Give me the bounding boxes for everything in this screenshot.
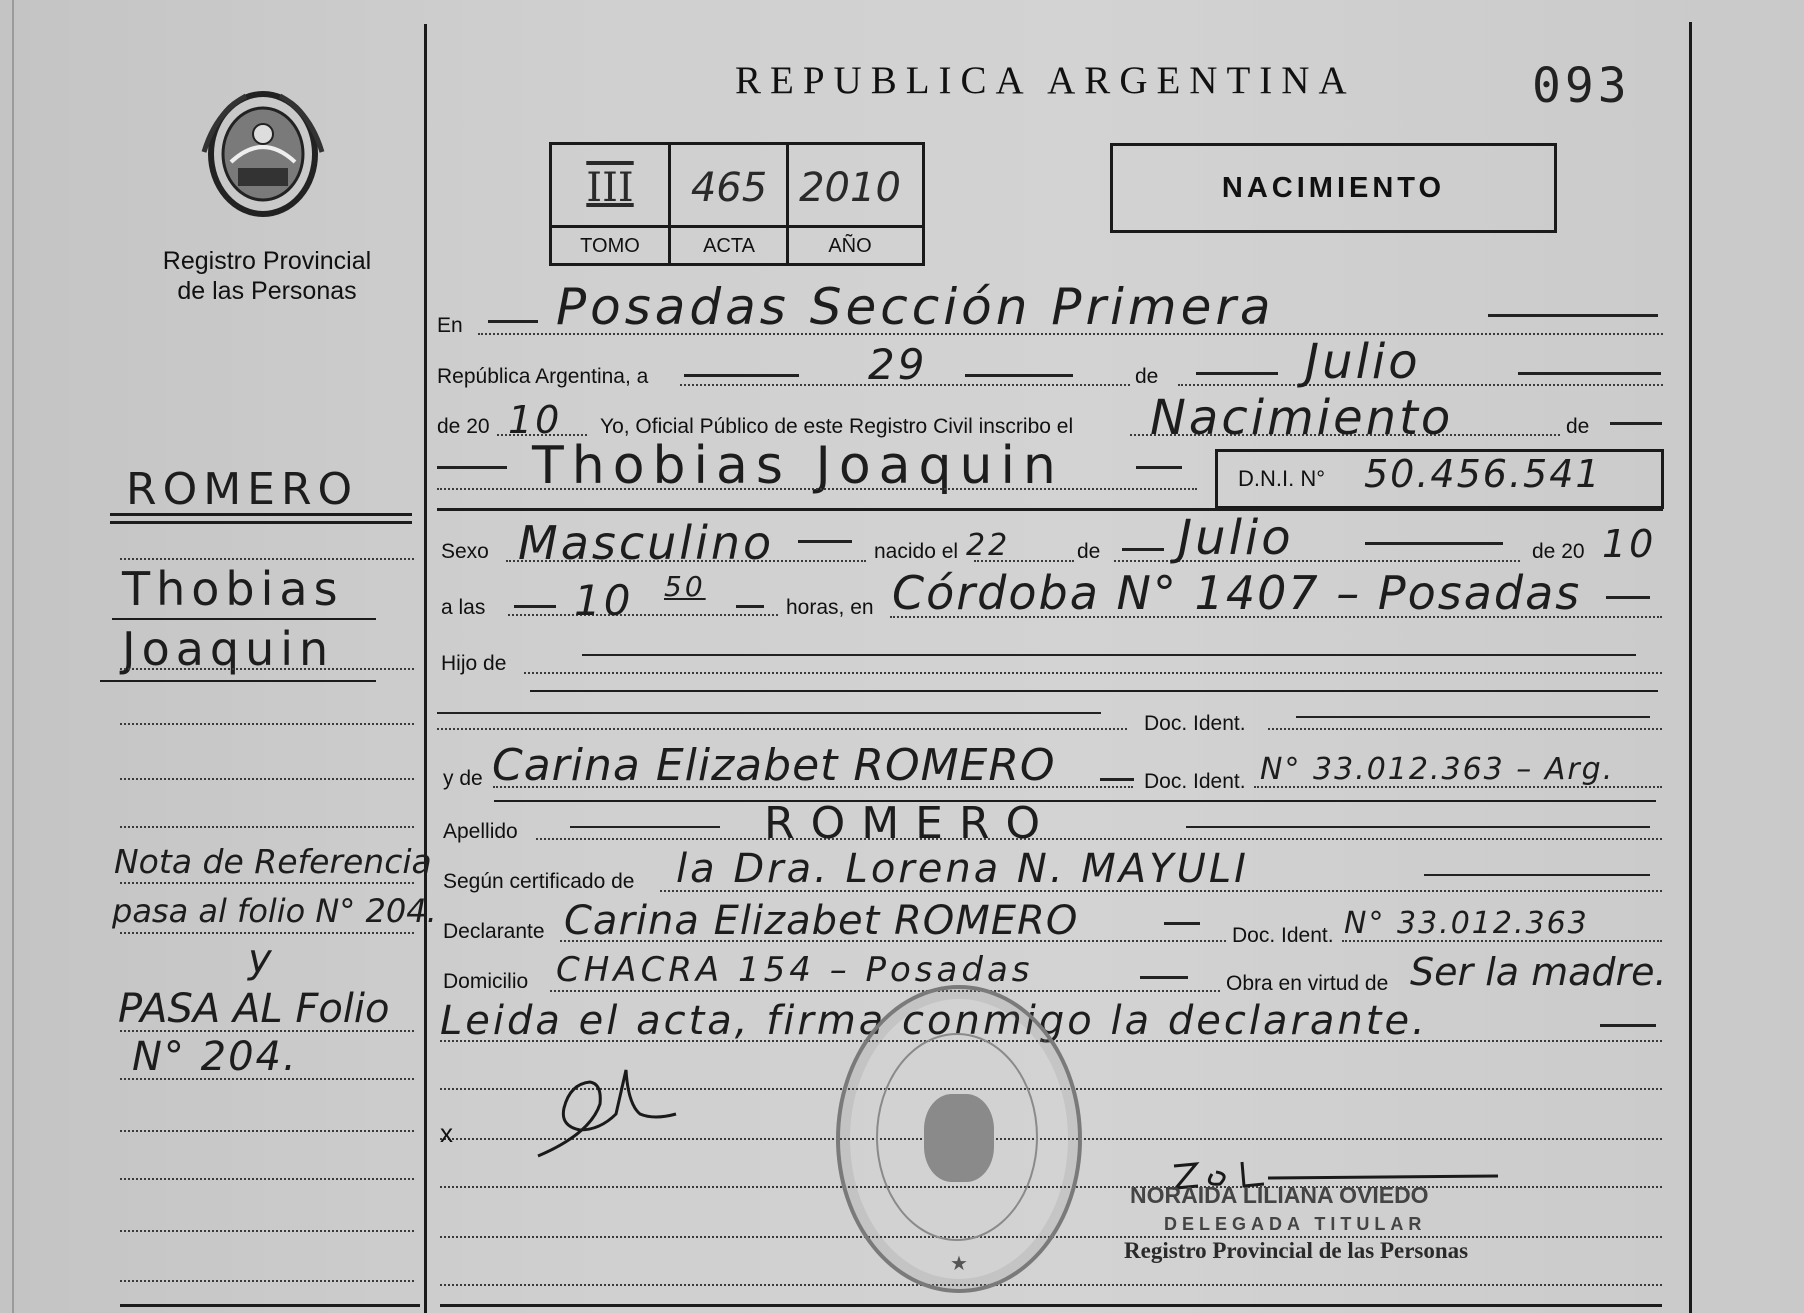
hour-value: 10 xyxy=(574,576,634,625)
father-doc-strike xyxy=(1296,716,1650,718)
margin-bottom-rule xyxy=(120,1304,420,1307)
person-dash xyxy=(437,466,507,469)
margin-divider xyxy=(424,24,427,1313)
year-value: 10 xyxy=(508,398,563,442)
registry-box xyxy=(549,142,925,266)
anio-value: 2010 xyxy=(799,165,901,211)
margin-name-1: Thobias xyxy=(122,562,344,616)
form-bottom-rule xyxy=(440,1304,1662,1307)
folio-number: 093 xyxy=(1532,58,1631,114)
person-rule xyxy=(437,488,1197,490)
en-dash-end xyxy=(1488,314,1658,317)
doc-ident3-label: Doc. Ident. xyxy=(1232,924,1334,947)
domicilio-label: Domicilio xyxy=(443,970,529,993)
domicilio-dash-end xyxy=(1140,976,1188,979)
official-organization: Registro Provincial de las Personas xyxy=(1124,1238,1469,1263)
domicilio-rule xyxy=(550,990,1220,992)
tomo-label: TOMO xyxy=(580,235,640,257)
minute-value: 50 xyxy=(664,570,706,603)
margin-note-line-1: Nota de Referencia xyxy=(114,842,432,881)
margin-name-underline-2 xyxy=(100,680,376,682)
declarante-doc-value: N° 33.012.363 xyxy=(1344,906,1589,941)
apellido-label: Apellido xyxy=(443,820,518,843)
margin-note-line-5: N° 204. xyxy=(132,1034,298,1080)
margin-note-line-4: PASA AL Folio xyxy=(118,986,390,1032)
father-rule xyxy=(437,728,1127,730)
tomo-value: III xyxy=(586,165,634,211)
en-dash xyxy=(488,320,538,323)
de2-dash xyxy=(1610,422,1662,425)
margin-rule xyxy=(120,1078,414,1080)
month-dash xyxy=(1196,372,1278,375)
right-border xyxy=(1689,22,1692,1313)
day-dash-end xyxy=(965,374,1073,377)
margin-rule xyxy=(120,1230,414,1232)
de2-label: de xyxy=(1566,415,1590,438)
person-value: Thobias Joaquin xyxy=(532,436,1064,496)
birth-day-value: 22 xyxy=(966,528,1011,563)
act-type-label: NACIMIENTO xyxy=(1221,172,1446,204)
apellido-value: ROMERO xyxy=(764,798,1057,849)
mother-underline xyxy=(494,800,1656,802)
en-value: Posadas Sección Primera xyxy=(556,278,1275,336)
birth-month-dash-end xyxy=(1365,542,1503,545)
form-rule xyxy=(440,1284,1662,1286)
dni-value: 50.456.541 xyxy=(1364,452,1602,496)
hijo-rule xyxy=(524,672,1662,674)
margin-note-line-2: pasa al folio N° 204. xyxy=(112,892,437,930)
margin-rule xyxy=(120,778,414,780)
dni-label: D.N.I. N° xyxy=(1238,466,1326,491)
act-type-box xyxy=(1110,143,1557,233)
leida-value: Leida el acta, firma conmigo la declarante. xyxy=(440,998,1428,1044)
birth-month-rule xyxy=(1114,560,1520,562)
sexo-label: Sexo xyxy=(441,540,489,563)
yo-label: Yo, Oficial Público de este Registro Civil inscribo el xyxy=(600,415,1074,438)
alas-label: a las xyxy=(441,596,486,619)
obra-label: Obra en virtud de xyxy=(1226,972,1389,995)
declarante-value: Carina Elizabet ROMERO xyxy=(564,898,1079,944)
doc-ident-label: Doc. Ident. xyxy=(1144,712,1246,735)
day-dash xyxy=(684,374,799,377)
country-title: REPUBLICA ARGENTINA xyxy=(735,59,1356,102)
margin-rule xyxy=(120,1130,414,1132)
margin-name-2: Joaquin xyxy=(122,622,335,676)
acta-label: ACTA xyxy=(703,235,755,257)
de20-label: de 20 xyxy=(437,415,490,438)
month-dash-end xyxy=(1518,372,1661,375)
sexo-value: Masculino xyxy=(518,516,775,570)
margin-rule xyxy=(120,1030,414,1032)
signature-x-mark: x xyxy=(440,1118,453,1148)
official-title: DELEGADA TITULAR xyxy=(1164,1214,1427,1234)
stamp-star-icon: ★ xyxy=(950,1253,968,1275)
hijo-strike xyxy=(582,654,1636,656)
margin-rule xyxy=(120,1280,414,1282)
provincial-seal-icon xyxy=(196,82,330,222)
anio-label: AÑO xyxy=(828,235,872,257)
place-dash-end xyxy=(1606,596,1650,599)
stamp-emblem-icon xyxy=(924,1094,994,1182)
segun-label: Según certificado de xyxy=(443,870,635,893)
organization-line-1: Registro Provincial xyxy=(162,247,372,275)
domicilio-value: CHACRA 154 – Posadas xyxy=(556,950,1034,990)
sexo-dash xyxy=(798,540,852,543)
declarant-signature-icon xyxy=(530,1064,680,1164)
birth-year-value: 10 xyxy=(1602,522,1657,566)
place-value: Córdoba N° 1407 – Posadas xyxy=(892,566,1582,620)
mother-dash xyxy=(1100,778,1134,781)
margin-rule xyxy=(120,882,414,884)
margin-surname: ROMERO xyxy=(126,464,359,515)
doc-ident2-label: Doc. Ident. xyxy=(1144,770,1246,793)
margin-rule xyxy=(120,723,414,725)
obra-value: Ser la madre. xyxy=(1410,950,1667,994)
birth-month-dash xyxy=(1122,548,1164,551)
margin-rule xyxy=(120,826,414,828)
margin-rule xyxy=(120,932,414,934)
apellido-dash-end xyxy=(1186,826,1650,828)
declarante-label: Declarante xyxy=(443,920,545,943)
margin-rule xyxy=(120,668,414,670)
margin-surname-underline-2 xyxy=(110,521,412,524)
de-label: de xyxy=(1135,365,1159,388)
yde-label: y de xyxy=(443,767,483,790)
registry-header-divider xyxy=(552,225,922,228)
official-stamp-icon xyxy=(836,985,1082,1293)
hour-dash-end xyxy=(736,605,764,608)
en-label: En xyxy=(437,314,463,337)
birth-month-value: Julio xyxy=(1178,510,1294,566)
official-name: NORAIDA LILIANA OVIEDO xyxy=(1130,1182,1429,1208)
hour-dash xyxy=(514,605,556,608)
apellido-rule xyxy=(536,838,1662,840)
father-strike xyxy=(437,712,1101,714)
mother-value: Carina Elizabet ROMERO xyxy=(492,740,1056,791)
de204-label: de 20 xyxy=(1532,540,1585,563)
apellido-dash xyxy=(570,826,720,828)
margin-rule xyxy=(120,1178,414,1180)
left-page-edge xyxy=(12,0,14,1313)
person-dash-end xyxy=(1136,466,1182,469)
cert-dash-end xyxy=(1424,874,1650,876)
margin-rule xyxy=(120,558,414,560)
month-value: Julio xyxy=(1305,334,1421,390)
declarante-dash xyxy=(1164,922,1200,925)
hour-rule xyxy=(508,614,778,616)
hijo-strike-2 xyxy=(530,690,1658,692)
cert-value: la Dra. Lorena N. MAYULI xyxy=(676,846,1249,892)
declarante-doc-rule xyxy=(1342,940,1662,942)
mother-doc-value: N° 33.012.363 – Arg. xyxy=(1260,752,1615,787)
leida-dash xyxy=(1600,1024,1656,1027)
margin-surname-underline xyxy=(110,513,412,516)
margin-name-underline xyxy=(112,618,376,620)
day-value: 29 xyxy=(868,340,928,389)
nacido-label: nacido el xyxy=(874,540,959,563)
person-bottom-rule xyxy=(437,508,1663,511)
de3-label: de xyxy=(1077,540,1101,563)
margin-note-line-3: y xyxy=(248,936,272,982)
acta-value: 465 xyxy=(690,165,768,211)
act-value: Nacimiento xyxy=(1150,390,1454,446)
organization-name xyxy=(140,246,394,306)
organization-line-2: de las Personas xyxy=(177,277,357,305)
father-doc-rule xyxy=(1268,728,1662,730)
horas-label: horas, en xyxy=(786,596,874,619)
dni-box xyxy=(1215,449,1664,509)
hijo-label: Hijo de xyxy=(441,652,507,675)
republica-label: República Argentina, a xyxy=(437,365,649,388)
